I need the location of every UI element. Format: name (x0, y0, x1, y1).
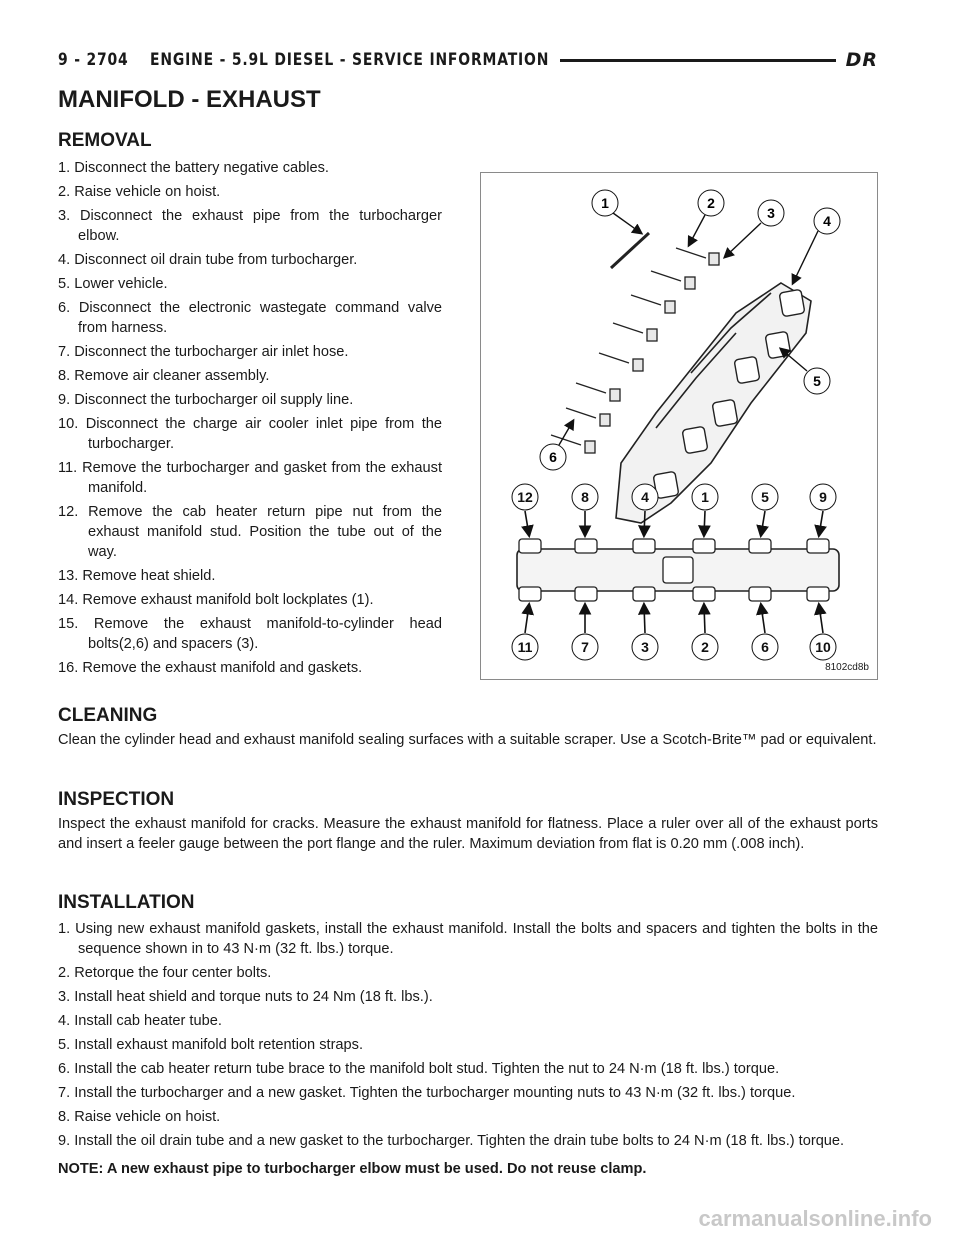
callout-3: 3 (767, 205, 775, 221)
removal-step: 2. Raise vehicle on hoist. (58, 184, 221, 200)
installation-step: 1. Using new exhaust manifold gaskets, install the exhaust manifold. Install the bolts and spacers and tighten the bolts in the sequence shown in to 43 N·m (32 ft. lbs.) torque. (58, 921, 878, 957)
installation-step: 6. Install the cab heater return tube brace to the manifold bolt stud. Tighten the nut to 24 N·m (18 ft. lbs.) torque. (58, 1061, 780, 1077)
installation-step: 8. Raise vehicle on hoist. (58, 1109, 221, 1125)
seq-top-2: 8 (581, 489, 589, 505)
removal-step: 10. Disconnect the charge air cooler inlet pipe from the turbocharger. (58, 416, 442, 452)
section-title: ENGINE - 5.9L DIESEL - SERVICE INFORMATION (150, 50, 550, 70)
installation-step: 5. Install exhaust manifold bolt retention straps. (58, 1037, 364, 1053)
installation-step: 4. Install cab heater tube. (58, 1013, 222, 1029)
removal-step: 11. Remove the turbocharger and gasket from the exhaust manifold. (58, 460, 442, 496)
installation-heading: INSTALLATION (58, 892, 195, 913)
inspection-section (58, 790, 878, 854)
inspection-heading: INSPECTION (58, 789, 175, 810)
installation-step: 7. Install the turbocharger and a new gasket. Tighten the turbocharger mounting nuts to 43 N·m (32 ft. lbs.) torque. (58, 1085, 796, 1101)
watermark: carmanualsonline.info (698, 1206, 932, 1231)
installation-step: 2. Retorque the four center bolts. (58, 965, 272, 981)
removal-step: 6. Disconnect the electronic wastegate command valve from harness. (58, 300, 442, 336)
installation-note: NOTE: A new exhaust pipe to turbocharger elbow must be used. Do not reuse clamp. (58, 1161, 647, 1177)
installation-step: 9. Install the oil drain tube and a new gasket to the turbocharger. Tighten the drain tube bolts to 24 N·m (18 ft. lbs.) torque. (58, 1133, 845, 1149)
removal-step: 5. Lower vehicle. (58, 276, 168, 292)
seq-bottom-1: 11 (517, 639, 533, 655)
cleaning-section (58, 706, 878, 750)
exhaust-manifold-figure (480, 172, 878, 680)
header-rule (560, 59, 836, 62)
seq-top-6: 9 (819, 489, 827, 505)
installation-step: 3. Install heat shield and torque nuts to 24 Nm (18 ft. lbs.). (58, 989, 433, 1005)
figure-id: 8102cd8b (825, 662, 869, 673)
removal-steps (58, 158, 442, 682)
callout-2: 2 (707, 195, 715, 211)
callout-1: 1 (601, 195, 609, 211)
removal-step: 15. Remove the exhaust manifold-to-cylinder head bolts(2,6) and spacers (3). (58, 616, 442, 652)
cleaning-heading: CLEANING (58, 705, 158, 726)
model-code: DR (845, 49, 878, 71)
cleaning-text: Clean the cylinder head and exhaust manifold sealing surfaces with a suitable scraper. Use a Scotch-Brite™ pad or equivalent. (58, 732, 877, 748)
seq-bottom-5: 6 (761, 639, 769, 655)
removal-step: 3. Disconnect the exhaust pipe from the turbocharger elbow. (58, 208, 442, 244)
seq-bottom-4: 2 (701, 639, 709, 655)
inspection-text: Inspect the exhaust manifold for cracks. Measure the exhaust manifold for flatness. Place a ruler over all of the exhaust ports and insert a feeler gauge between the port flange and the ruler. Maximum deviation from flat is 0.20 mm (.008 inch). (58, 816, 878, 852)
callout-6: 6 (549, 449, 557, 465)
seq-top-3: 4 (641, 489, 649, 505)
seq-bottom-6: 10 (815, 639, 831, 655)
seq-bottom-2: 7 (581, 639, 589, 655)
seq-top-1: 12 (517, 489, 533, 505)
page-title: MANIFOLD - EXHAUST (58, 86, 321, 113)
tightening-sequence (512, 484, 839, 660)
removal-step: 14. Remove exhaust manifold bolt lockplates (1). (58, 592, 374, 608)
removal-step: 9. Disconnect the turbocharger oil supply line. (58, 392, 354, 408)
seq-bottom-3: 3 (641, 639, 649, 655)
seq-top-4: 1 (701, 489, 709, 505)
installation-section (58, 893, 878, 1179)
page-header (58, 46, 878, 74)
page-number: 9 - 2704 (58, 50, 129, 70)
callout-5: 5 (813, 373, 821, 389)
removal-step: 4. Disconnect oil drain tube from turbocharger. (58, 252, 358, 268)
removal-step: 12. Remove the cab heater return pipe nut from the exhaust manifold stud. Position the tube out of the way. (58, 504, 442, 560)
seq-top-5: 5 (761, 489, 769, 505)
removal-step: 16. Remove the exhaust manifold and gaskets. (58, 660, 363, 676)
removal-heading: REMOVAL (58, 130, 152, 151)
installation-steps (58, 919, 878, 1151)
removal-step: 8. Remove air cleaner assembly. (58, 368, 270, 384)
removal-step: 1. Disconnect the battery negative cables. (58, 160, 329, 176)
removal-step: 7. Disconnect the turbocharger air inlet hose. (58, 344, 349, 360)
manifold-diagram (481, 173, 877, 679)
callout-4: 4 (823, 213, 831, 229)
removal-step: 13. Remove heat shield. (58, 568, 216, 584)
